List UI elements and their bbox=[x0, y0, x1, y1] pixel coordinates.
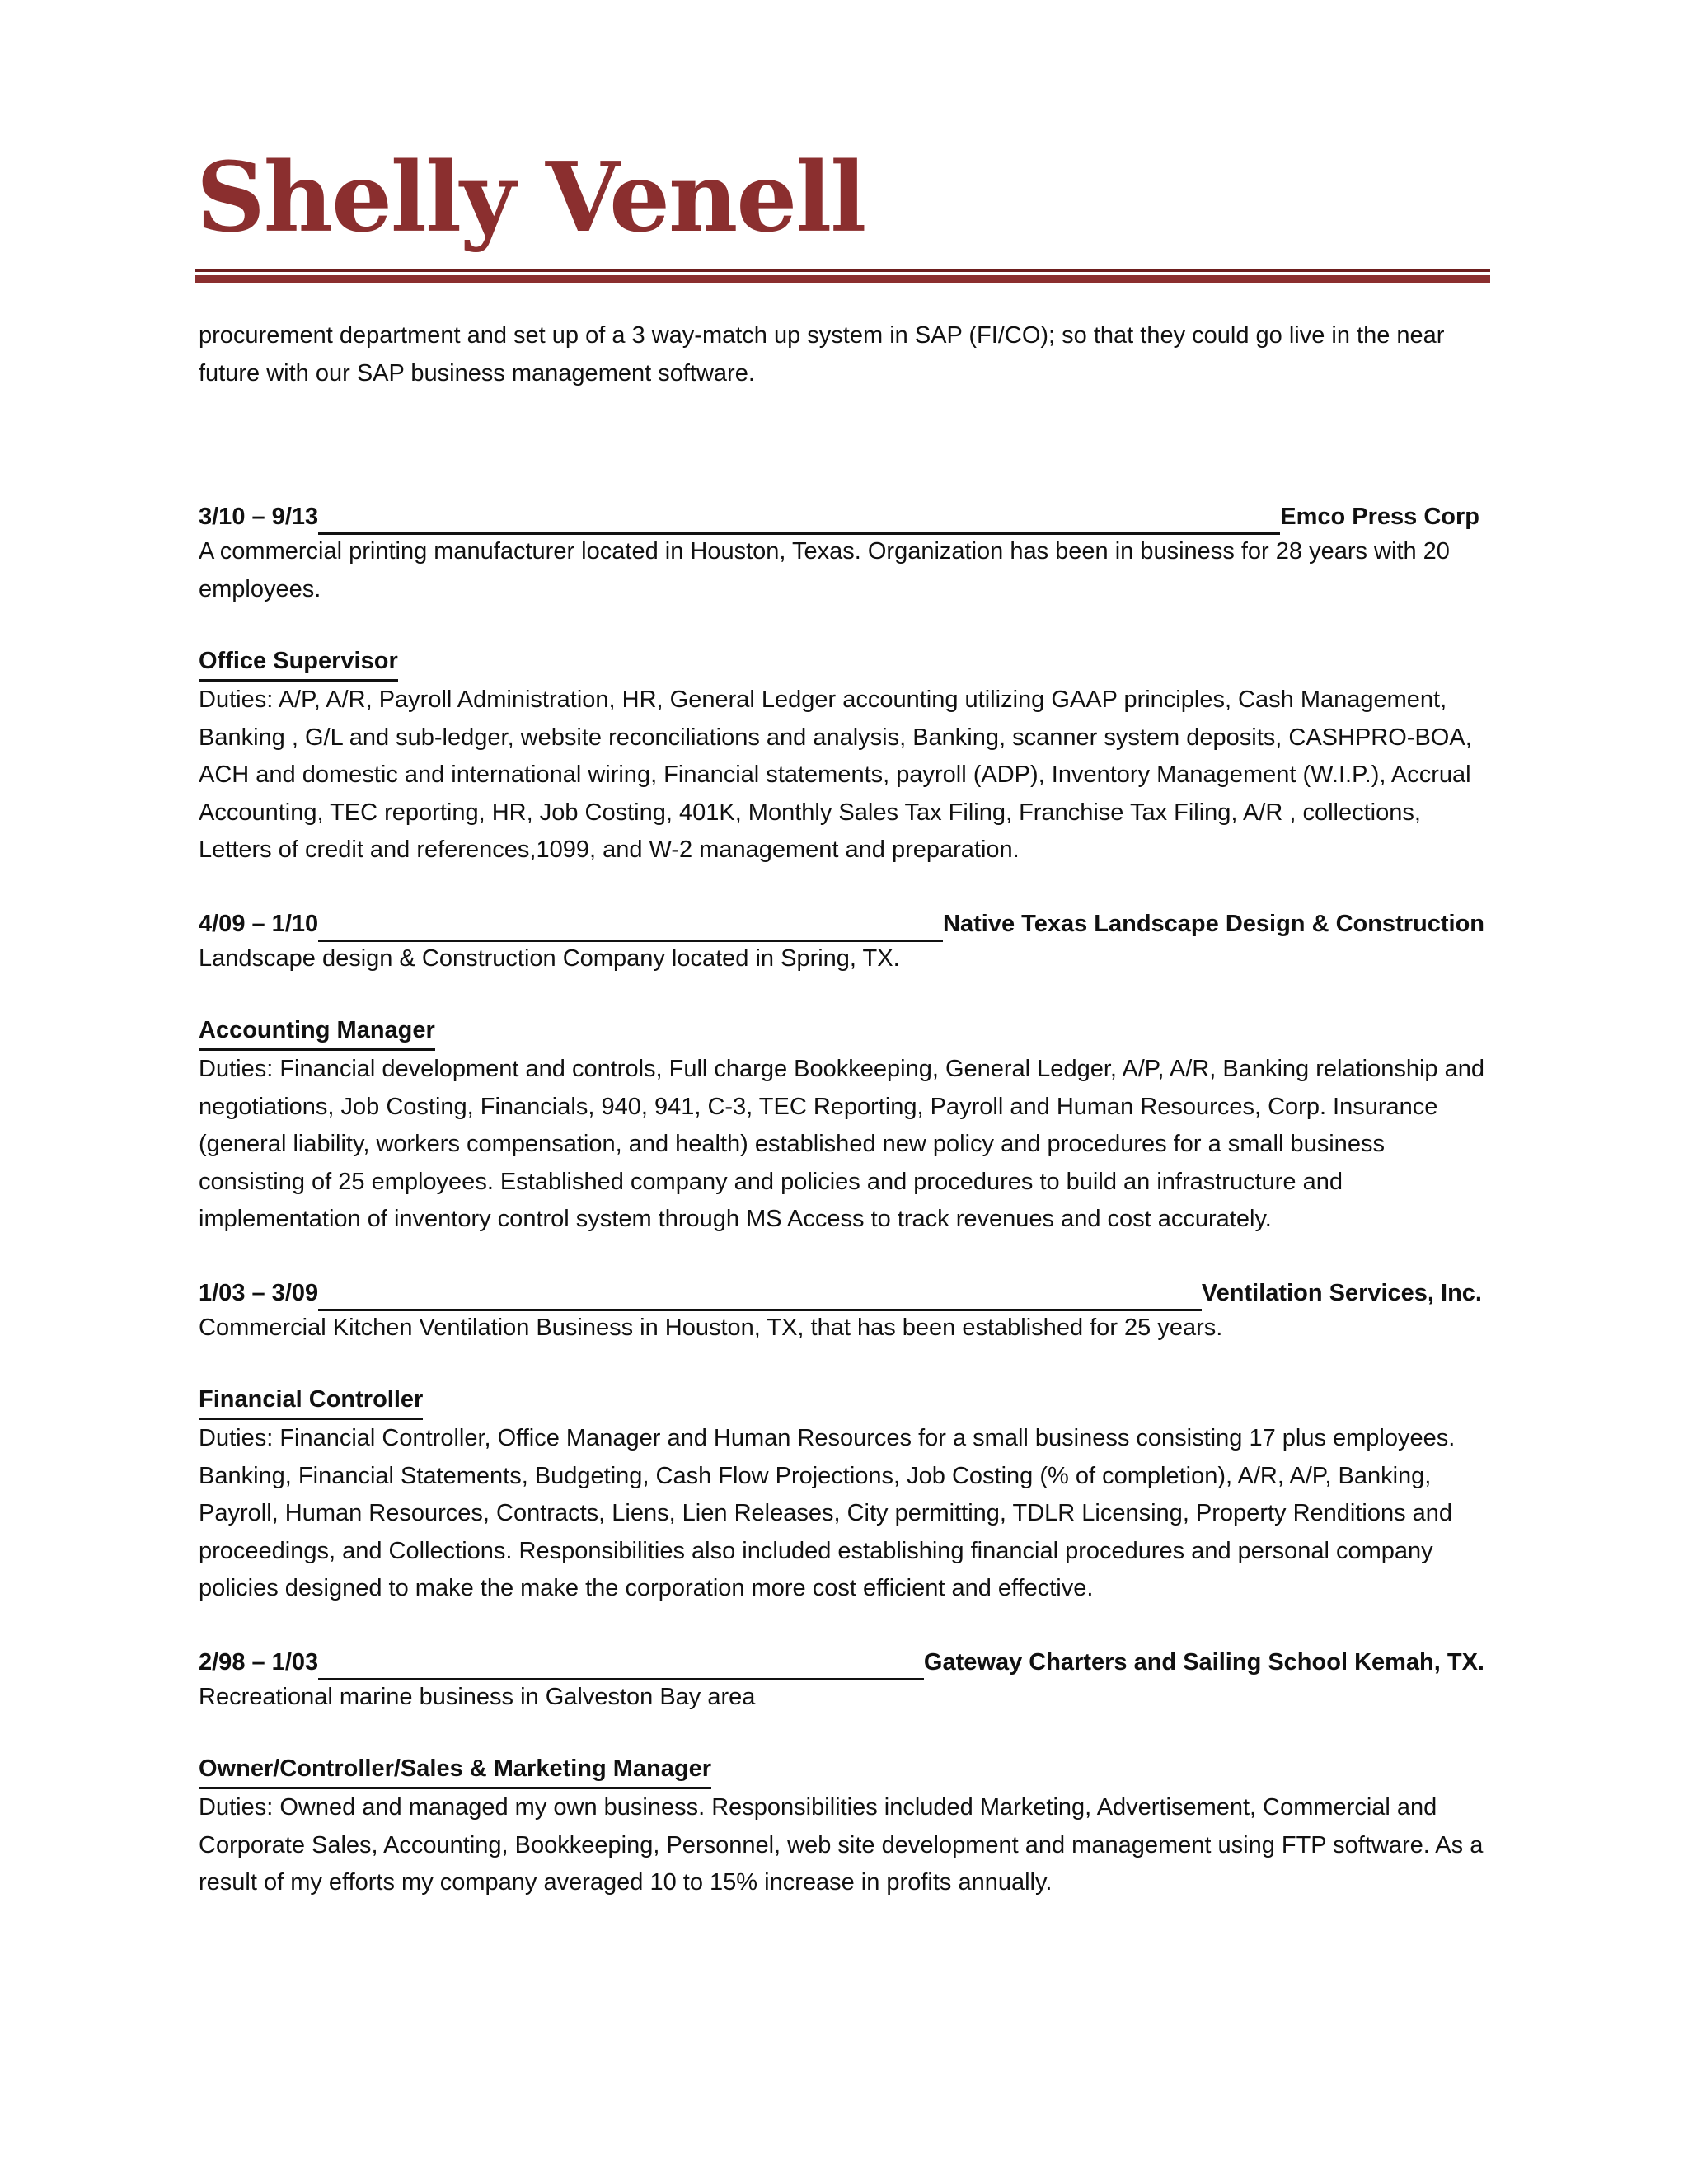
job-role: Financial Controller bbox=[199, 1383, 423, 1420]
job-entry bbox=[199, 1646, 1494, 1902]
job-entry bbox=[199, 500, 1494, 869]
job-dates: 4/09 – 1/10 bbox=[199, 910, 319, 937]
job-duties: Duties: A/P, A/R, Payroll Administration, HR, General Ledger accounting utilizing GAAP principles, Cash Management, Banking , G/L and sub-ledger, website reconciliations and analysis, Banking, scanner system deposits, CASHPRO-BOA, ACH and domestic and international wiring, Financial statements, payroll (ADP), Inventory Management (W.I.P.), Accrual Accounting, TEC reporting, HR, Job Costing, 401K, Monthly Sales Tax Filing, Franchise Tax Filing, A/R , collections, Letters of credit and references,1099, and W-2 management and preparation. bbox=[199, 687, 1472, 863]
job-header bbox=[199, 907, 1484, 940]
job-header bbox=[199, 1277, 1482, 1310]
job-entry bbox=[199, 1277, 1494, 1608]
job-duties: Duties: Financial Controller, Office Manager and Human Resources for a small business consisting 17 plus employees. Banking, Financial Statements, Budgeting, Cash Flow Projections, Job Costing (% of completion), A/R, A/P, Banking, Payroll, Human Resources, Contracts, Liens, Lien Releases, City permitting, TDLR Licensing, Property Renditions and proceedings, and Collections. Responsibilities also included establishing financial procedures and personal company policies designed to make the make the corporation more cost efficient and effective. bbox=[199, 1425, 1456, 1601]
job-dates: 2/98 – 1/03 bbox=[199, 1648, 319, 1675]
job-company: Native Texas Landscape Design & Construction bbox=[943, 910, 1484, 937]
job-description: Commercial Kitchen Ventilation Business in Houston, TX, that has been established for 25 years. bbox=[199, 1314, 1223, 1341]
job-description: Landscape design & Construction Company located in Spring, TX. bbox=[199, 944, 900, 972]
job-role: Owner/Controller/Sales & Marketing Manager bbox=[199, 1752, 711, 1789]
job-dates: 3/10 – 9/13 bbox=[199, 504, 319, 530]
job-dates: 1/03 – 3/09 bbox=[199, 1279, 319, 1306]
job-duties: Duties: Owned and managed my own business. Responsibilities included Marketing, Advertisement, Commercial and Corporate Sales, Accounting, Bookkeeping, Personnel, web site development and management using FTP software. As a result of my efforts my company averaged 10 to 15% increase in profits annually. bbox=[199, 1794, 1484, 1896]
job-company: Gateway Charters and Sailing School Kemah, TX. bbox=[923, 1648, 1484, 1675]
job-description: A commercial printing manufacturer located in Houston, Texas. Organization has been in business for 28 years with 20 employees. bbox=[199, 538, 1450, 602]
job-role: Office Supervisor bbox=[199, 644, 398, 682]
job-header bbox=[199, 1646, 1484, 1679]
header-rule-thin bbox=[195, 269, 1490, 272]
job-company: Emco Press Corp bbox=[1280, 504, 1479, 530]
job-header bbox=[199, 500, 1479, 533]
job-duties: Duties: Financial development and controls, Full charge Bookkeeping, General Ledger, A/P, A/R, Banking relationship and negotiations, Job Costing, Financials, 940, 941, C-3, TEC Reporting, Payroll and Human Resources, Corp. Insurance (general liability, workers compensation, and health) established new policy and procedures for a small business consisting of 25 employees. Established company and policies and procedures to build an infrastructure and implementation of inventory control system through MS Access to track revenues and cost accurately. bbox=[199, 1056, 1484, 1232]
job-role: Accounting Manager bbox=[199, 1014, 435, 1051]
header-rule-thick bbox=[195, 275, 1490, 283]
job-entry bbox=[199, 907, 1494, 1239]
job-description: Recreational marine business in Galveston Bay area bbox=[199, 1683, 756, 1710]
candidate-name: Shelly Venell bbox=[196, 142, 865, 254]
intro-paragraph: procurement department and set up of a 3 way-match up system in SAP (FI/CO); so that they could go live in the near future with our SAP business management software. bbox=[199, 322, 1445, 387]
job-company: Ventilation Services, Inc. bbox=[1201, 1279, 1482, 1306]
resume-content bbox=[199, 317, 1494, 1902]
